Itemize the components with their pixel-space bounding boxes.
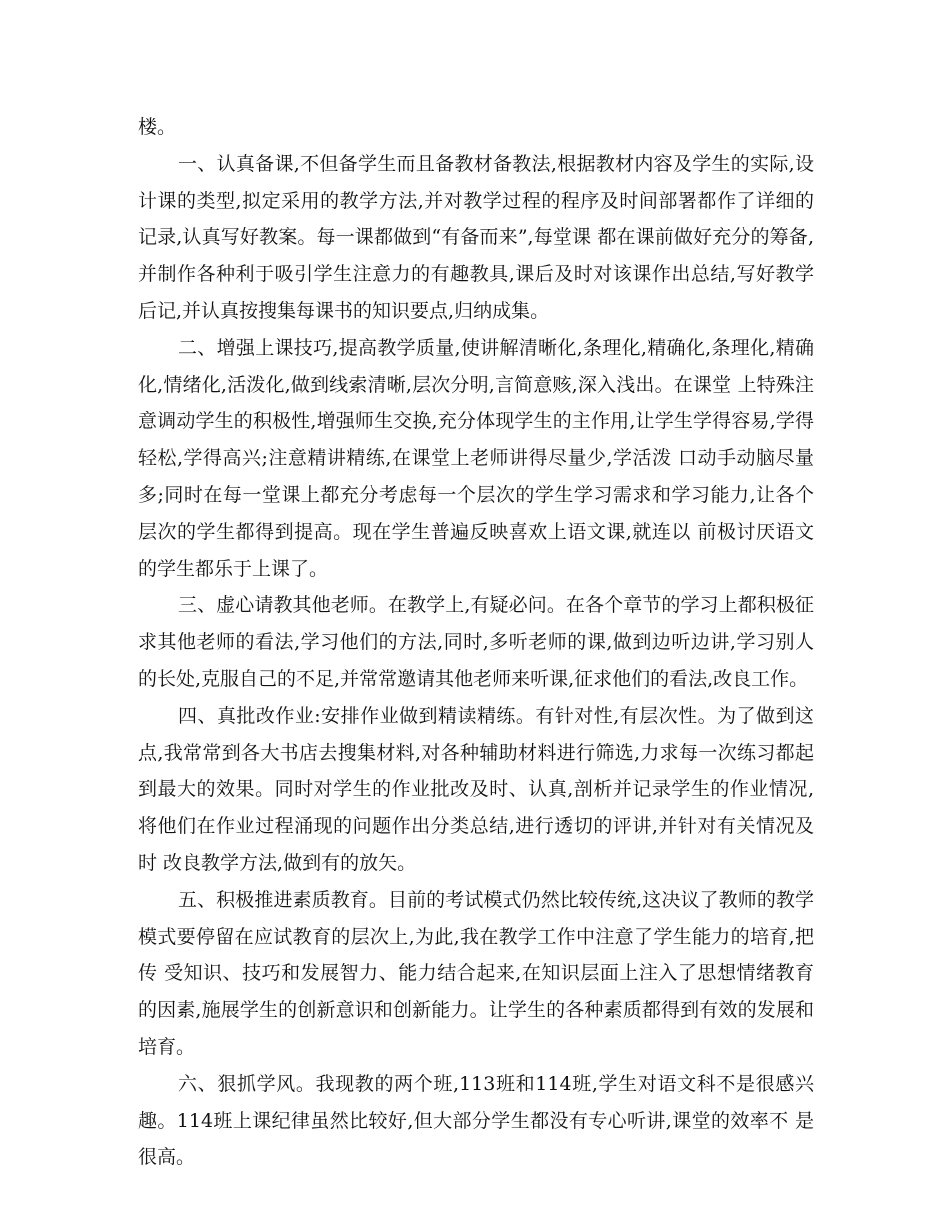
paragraph-consult-teachers: 三、虚心请教其他老师。在教学上,有疑必问。在各个章节的学习上都积极征求其他老师的看法,学习他们的方法,同时,多听老师的课,做到边听边讲,学习别人的长处,克服自己的不足,并常常邀请其他老师来听课,征求他们的看法,改良工作。 [138, 594, 814, 690]
paragraph-homework-grading: 四、真批改作业:安排作业做到精读精练。有针对性,有层次性。为了做到这点,我常常到各大书店去搜集材料,对各种辅助材料进行筛选,力求每一次练习都起到最大的效果。同时对学生的作业批改及时、认真,剖析并记录学生的作业情况,将他们在作业过程涌现的问题作出分类总结,进行透切的评讲,并针对有关情况及时 改良教学方法,做到有的放矢。 [138, 704, 814, 874]
paragraph-lesson-preparation: 一、认真备课,不但备学生而且备教材备教法,根据教材内容及学生的实际,设计课的类型,拟定采用的教学方法,并对教学过程的程序及时间部署都作了详细的记录,认真写好教案。每一课都做到“有备而来”,每堂课 都在课前做好充分的筹备,并制作各种利于吸引学生注意力的有趣教具,课后及时对该课作出总结,写好教学后记,并认真按搜集每课书的知识要点,归纳成集。 [138, 152, 814, 322]
paragraph-quality-education: 五、积极推进素质教育。目前的考试模式仍然比较传统,这决议了教师的教学模式要停留在应试教育的层次上,为此,我在教学工作中注意了学生能力的培育,把传 受知识、技巧和发展智力、能力结合起来,在知识层面上注入了思想情绪教育的因素,施展学生的创新意识和创新能力。让学生的各种素质都得到有效的发展和培育。 [138, 888, 814, 1058]
paragraph-teaching-skills: 二、增强上课技巧,提高教学质量,使讲解清晰化,条理化,精确化,条理化,精确化,情绪化,活泼化,做到线索清晰,层次分明,言简意赅,深入浅出。在课堂 上特殊注意调动学生的积极性,增强师生交换,充分体现学生的主作用,让学生学得容易,学得轻松,学得高兴;注意精讲精练,在课堂上老师讲得尽量少,学活泼 口动手动脑尽量多;同时在每一堂课上都充分考虑每一个层次的学生学习需求和学习能力,让各个层次的学生都得到提高。现在学生普遍反映喜欢上语文课,就连以 前极讨厌语文的学生都乐于上课了。 [138, 336, 814, 580]
paragraph-continuation: 楼。 [138, 116, 177, 138]
paragraph-study-style: 六、狠抓学风。我现教的两个班,113班和114班,学生对语文科不是很感兴趣。114班上课纪律虽然比较好,但大部分学生都没有专心听讲,课堂的效率不 是很高。 [138, 1072, 814, 1169]
document-body [138, 109, 814, 1176]
